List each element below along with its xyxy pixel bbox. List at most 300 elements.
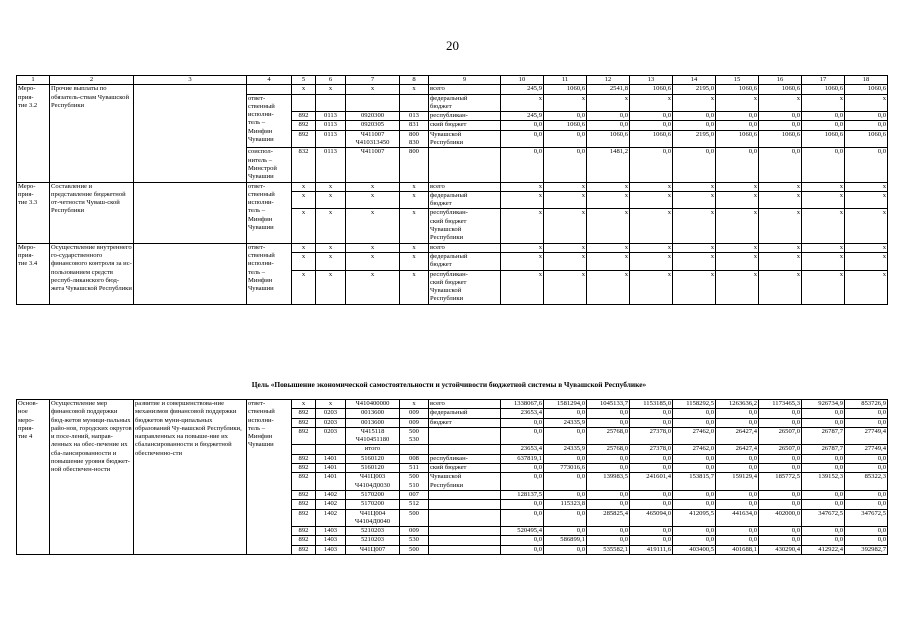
value-cell: 0,0	[716, 418, 759, 427]
code-cell: x	[316, 182, 346, 191]
code-cell: 831	[400, 121, 429, 130]
value-cell: x	[716, 182, 759, 191]
value-cell: 0,0	[587, 409, 630, 418]
funding-source	[429, 536, 501, 545]
value-cell: x	[845, 270, 888, 304]
code-cell: 500	[400, 509, 429, 527]
code-cell: 892	[292, 112, 316, 121]
value-cell: 0,0	[630, 148, 673, 182]
code-cell: 892	[292, 464, 316, 473]
code-cell: 1402	[316, 500, 346, 509]
code-cell: x	[292, 400, 316, 409]
code-cell: 892	[292, 536, 316, 545]
value-cell: 419111,6	[630, 545, 673, 554]
value-cell: 1153185,0	[630, 400, 673, 409]
value-cell: 0,0	[587, 464, 630, 473]
column-number-14: 14	[673, 76, 716, 85]
measure-code: Меро- прия- тие 3.4	[17, 243, 50, 304]
measure-name: Прочие выплаты по обязатель-ствам Чувашской Республики	[50, 85, 134, 182]
value-cell: 0,0	[544, 509, 587, 527]
value-cell: x	[544, 94, 587, 112]
table-row	[17, 400, 888, 409]
value-cell: 0,0	[673, 121, 716, 130]
value-cell: x	[759, 182, 802, 191]
value-cell: x	[587, 182, 630, 191]
code-cell: 1402	[316, 490, 346, 499]
value-cell: 0,0	[716, 464, 759, 473]
value-cell: x	[759, 270, 802, 304]
code-cell: x	[346, 85, 400, 94]
code-cell: 0013600	[346, 418, 400, 427]
value-cell: 1060,6	[759, 130, 802, 148]
value-cell: 0,0	[845, 121, 888, 130]
code-cell: 892	[292, 454, 316, 463]
value-cell: x	[716, 191, 759, 209]
code-cell: x	[400, 252, 429, 270]
value-cell: 0,0	[759, 490, 802, 499]
code-cell: Ч41Ц007	[346, 545, 400, 554]
value-cell: 0,0	[544, 148, 587, 182]
value-cell: 0,0	[630, 454, 673, 463]
funding-source: федеральный бюджет	[429, 94, 501, 112]
value-cell: 0,0	[673, 536, 716, 545]
code-cell: 1403	[316, 536, 346, 545]
value-cell: x	[630, 182, 673, 191]
value-cell: x	[673, 209, 716, 243]
value-cell: 0,0	[716, 409, 759, 418]
responsible-executor: ответ- ственный исполни- тель – Минфин Чувашии	[247, 400, 292, 555]
code-cell: 1401	[316, 473, 346, 491]
code-cell: 800	[400, 148, 429, 182]
value-cell: 0,0	[845, 527, 888, 536]
code-cell: 800 830	[400, 130, 429, 148]
value-cell: 241601,4	[630, 473, 673, 491]
code-cell: 892	[292, 490, 316, 499]
value-cell: 430290,4	[759, 545, 802, 554]
value-cell: 0,0	[587, 121, 630, 130]
value-cell: 0,0	[501, 545, 544, 554]
code-cell: x	[292, 85, 316, 94]
value-cell: 392982,7	[845, 545, 888, 554]
code-cell: 511	[400, 464, 429, 473]
value-cell: 1060,6	[845, 130, 888, 148]
value-cell: x	[587, 209, 630, 243]
code-cell: 1401	[316, 454, 346, 463]
value-cell: 926734,9	[802, 400, 845, 409]
responsible-cell	[247, 85, 292, 94]
column-number-15: 15	[716, 76, 759, 85]
value-cell: 347672,5	[845, 509, 888, 527]
code-cell: 892	[292, 121, 316, 130]
value-cell: 0,0	[845, 490, 888, 499]
value-cell: 159129,4	[716, 473, 759, 491]
funding-source: республикан-	[429, 112, 501, 121]
value-cell: 0,0	[716, 148, 759, 182]
code-cell: 1403	[316, 545, 346, 554]
measures-table-top-body	[17, 76, 888, 305]
value-cell: x	[630, 252, 673, 270]
code-cell: Ч415118 Ч410451180	[346, 427, 400, 445]
value-cell: 0,0	[759, 527, 802, 536]
funding-source: федеральный	[429, 409, 501, 418]
value-cell: x	[587, 243, 630, 252]
page-number: 20	[446, 38, 459, 53]
value-cell: 0,0	[802, 527, 845, 536]
value-cell: x	[630, 94, 673, 112]
value-cell: x	[587, 252, 630, 270]
value-cell: 1060,6	[759, 85, 802, 94]
value-cell: 26787,7	[802, 445, 845, 454]
value-cell: 1060,6	[716, 130, 759, 148]
code-cell: 1401	[316, 464, 346, 473]
code-cell: 512	[400, 500, 429, 509]
code-cell: 0113	[316, 112, 346, 121]
code-cell: x	[346, 209, 400, 243]
value-cell: x	[673, 182, 716, 191]
column-number-16: 16	[759, 76, 802, 85]
code-cell: 0203	[316, 409, 346, 418]
code-cell: x	[400, 243, 429, 252]
value-cell: 0,0	[845, 418, 888, 427]
value-cell: 1481,2	[587, 148, 630, 182]
measure-name: Составление и представление бюджетной от-четности Чуваш-ской Республики	[50, 182, 134, 243]
value-cell: 26427,4	[716, 445, 759, 454]
code-cell	[316, 94, 346, 112]
value-cell: 1060,6	[630, 130, 673, 148]
value-cell: 27749,4	[845, 445, 888, 454]
code-cell: x	[292, 191, 316, 209]
value-cell: 1060,6	[544, 85, 587, 94]
value-cell: x	[630, 270, 673, 304]
value-cell: 1060,6	[716, 85, 759, 94]
value-cell: x	[544, 209, 587, 243]
value-cell: 0,0	[587, 418, 630, 427]
code-cell: 5210203	[346, 536, 400, 545]
code-cell: 0203	[316, 418, 346, 427]
value-cell: x	[587, 191, 630, 209]
code-cell: x	[316, 243, 346, 252]
value-cell: 586899,1	[544, 536, 587, 545]
code-cell: 892	[292, 500, 316, 509]
value-cell: 1581294,0	[544, 400, 587, 409]
column-number-7: 7	[346, 76, 400, 85]
value-cell: 27378,0	[630, 427, 673, 445]
table-row	[17, 85, 888, 94]
value-cell: x	[845, 94, 888, 112]
funding-source: бюджет	[429, 418, 501, 427]
funding-source: всего	[429, 243, 501, 252]
measure-name: Осуществление внутреннего го-сударственного финансового контроля за ис-пользованием средств респуб-ликанского бюд-жета Чувашской Республики	[50, 243, 134, 304]
value-cell: x	[587, 94, 630, 112]
value-cell: 0,0	[759, 121, 802, 130]
value-cell: 1060,6	[802, 130, 845, 148]
value-cell: 520495,4	[501, 527, 544, 536]
value-cell: x	[759, 94, 802, 112]
code-cell: 007	[400, 490, 429, 499]
value-cell: 0,0	[716, 112, 759, 121]
code-cell: Ч41Ц004 Ч4104Д0040	[346, 509, 400, 527]
value-cell: 0,0	[501, 464, 544, 473]
value-cell: x	[501, 209, 544, 243]
code-cell: x	[346, 243, 400, 252]
value-cell: x	[630, 209, 673, 243]
value-cell: 0,0	[845, 148, 888, 182]
measures-table-bottom	[16, 399, 888, 555]
column-number-12: 12	[587, 76, 630, 85]
value-cell: 185772,5	[759, 473, 802, 491]
code-cell: 892	[292, 130, 316, 148]
code-cell: 5170200	[346, 490, 400, 499]
value-cell: 465094,0	[630, 509, 673, 527]
value-cell: x	[587, 270, 630, 304]
code-cell: 009	[400, 418, 429, 427]
code-cell: 500 510	[400, 473, 429, 491]
goal-heading: Цель «Повышение экономической самостоятельности и устойчивости бюджетной системы в Чувашской Республике»	[251, 380, 647, 389]
value-cell: 285825,4	[587, 509, 630, 527]
funding-source	[429, 527, 501, 536]
funding-source: республикан- ский бюджет Чувашской Республики	[429, 209, 501, 243]
value-cell: 2541,8	[587, 85, 630, 94]
code-cell: x	[400, 182, 429, 191]
value-cell: 27378,0	[630, 445, 673, 454]
value-cell: x	[501, 243, 544, 252]
table-row	[17, 243, 888, 252]
value-cell: 0,0	[673, 527, 716, 536]
value-cell: 0,0	[630, 464, 673, 473]
value-cell: 0,0	[501, 509, 544, 527]
column-number-2: 2	[50, 76, 134, 85]
code-cell: x	[292, 209, 316, 243]
value-cell: 0,0	[759, 418, 802, 427]
value-cell: x	[673, 243, 716, 252]
code-cell: 832	[292, 148, 316, 182]
value-cell: x	[845, 243, 888, 252]
value-cell: 0,0	[759, 464, 802, 473]
code-cell: x	[292, 270, 316, 304]
funding-source: всего	[429, 182, 501, 191]
measure-goal	[134, 85, 247, 182]
value-cell: 128137,5	[501, 490, 544, 499]
value-cell: 1060,6	[544, 121, 587, 130]
funding-source: всего	[429, 85, 501, 94]
code-cell: x	[346, 182, 400, 191]
value-cell: 0,0	[501, 500, 544, 509]
value-cell: 27749,4	[845, 427, 888, 445]
value-cell: 401688,1	[716, 545, 759, 554]
code-cell: x	[316, 252, 346, 270]
value-cell: x	[802, 94, 845, 112]
responsible-executor: ответ- ственный исполни- тель – Минфин Чувашии	[247, 243, 292, 304]
code-cell: 009	[400, 409, 429, 418]
value-cell: x	[501, 270, 544, 304]
value-cell: 0,0	[845, 464, 888, 473]
column-number-18: 18	[845, 76, 888, 85]
value-cell: 0,0	[845, 409, 888, 418]
value-cell: 0,0	[845, 536, 888, 545]
value-cell: 0,0	[630, 536, 673, 545]
funding-source: федеральный бюджет	[429, 252, 501, 270]
funding-source	[429, 427, 501, 445]
value-cell: x	[845, 252, 888, 270]
funding-source	[429, 509, 501, 527]
value-cell: 0,0	[544, 427, 587, 445]
value-cell: 1338067,6	[501, 400, 544, 409]
column-number-13: 13	[630, 76, 673, 85]
value-cell: 26507,0	[759, 427, 802, 445]
value-cell: x	[716, 252, 759, 270]
measure-goal: развитие и совершенствова-ние механизмов финансовой поддержки бюджетов муни-ципальных образований Чу-вашской Республики, направленных на повыше-ние их сбалансированности и бюджетной обеспеченно-сти	[134, 400, 247, 555]
value-cell: 1158292,5	[673, 400, 716, 409]
value-cell: x	[673, 270, 716, 304]
value-cell: x	[544, 182, 587, 191]
value-cell: 0,0	[630, 490, 673, 499]
value-cell: 0,0	[673, 490, 716, 499]
measure-name: Осуществление мер финансовой поддержки бюд-жетов муници-пальных райо-нов, городских округов и посе-лений, направ-ленных на обес-печение их сба-лансированности и повышение уровня бюджет-ной обеспечен-ности	[50, 400, 134, 555]
value-cell: 412095,5	[673, 509, 716, 527]
column-number-10: 10	[501, 76, 544, 85]
code-cell: Ч411007	[346, 148, 400, 182]
funding-source: Чувашской Республики	[429, 130, 501, 148]
value-cell: x	[501, 182, 544, 191]
value-cell: x	[544, 191, 587, 209]
value-cell: 0,0	[802, 121, 845, 130]
code-cell: Ч41Ц003 Ч4104Д0030	[346, 473, 400, 491]
value-cell: x	[802, 252, 845, 270]
code-cell: 1403	[316, 527, 346, 536]
value-cell: x	[630, 191, 673, 209]
measure-code: Основ- ное меро- прия- тие 4	[17, 400, 50, 555]
code-cell: Ч410400000	[346, 400, 400, 409]
value-cell: 0,0	[716, 527, 759, 536]
value-cell: 0,0	[544, 409, 587, 418]
value-cell: x	[802, 182, 845, 191]
value-cell: x	[673, 191, 716, 209]
value-cell: 0,0	[716, 536, 759, 545]
funding-source	[429, 148, 501, 182]
value-cell: x	[544, 243, 587, 252]
code-cell: 009	[400, 527, 429, 536]
value-cell: 85322,3	[845, 473, 888, 491]
responsible-executor: ответ- ственный исполни- тель – Минфин Чувашии	[247, 94, 292, 148]
value-cell: 0,0	[673, 112, 716, 121]
code-cell: x	[400, 400, 429, 409]
value-cell: 139983,5	[587, 473, 630, 491]
value-cell: 0,0	[544, 490, 587, 499]
funding-source: всего	[429, 400, 501, 409]
value-cell: 115323,8	[544, 500, 587, 509]
value-cell: x	[501, 252, 544, 270]
value-cell: 0,0	[501, 148, 544, 182]
value-cell: 0,0	[802, 536, 845, 545]
code-cell: 0113	[316, 121, 346, 130]
value-cell: 2195,0	[673, 85, 716, 94]
value-cell: 2195,0	[673, 130, 716, 148]
value-cell: 0,0	[587, 490, 630, 499]
value-cell: 0,0	[587, 112, 630, 121]
value-cell: 0,0	[501, 427, 544, 445]
code-cell	[346, 94, 400, 112]
value-cell: 0,0	[759, 454, 802, 463]
code-cell: x	[316, 270, 346, 304]
code-cell: 1402	[316, 509, 346, 527]
code-cell: 500 530	[400, 427, 429, 445]
funding-source	[429, 490, 501, 499]
value-cell: 0,0	[802, 148, 845, 182]
value-cell: 153815,7	[673, 473, 716, 491]
value-cell: 0,0	[673, 454, 716, 463]
column-number-1: 1	[17, 76, 50, 85]
value-cell: 0,0	[845, 500, 888, 509]
funding-source: федеральный бюджет	[429, 191, 501, 209]
value-cell: 0,0	[587, 536, 630, 545]
value-cell: 403400,5	[673, 545, 716, 554]
column-number-5: 5	[292, 76, 316, 85]
column-number-3: 3	[134, 76, 247, 85]
value-cell: 535582,1	[587, 545, 630, 554]
code-cell: 0113	[316, 148, 346, 182]
value-cell: 0,0	[802, 418, 845, 427]
funding-source	[429, 545, 501, 554]
value-cell: 0,0	[501, 418, 544, 427]
value-cell: 23653,4	[501, 409, 544, 418]
code-cell: 5160120	[346, 464, 400, 473]
value-cell: x	[802, 209, 845, 243]
code-cell: 892	[292, 545, 316, 554]
value-cell: 139152,3	[802, 473, 845, 491]
code-cell: 892	[292, 418, 316, 427]
measures-table-bottom-body	[17, 400, 888, 555]
value-cell: 0,0	[802, 112, 845, 121]
column-number-11: 11	[544, 76, 587, 85]
value-cell: 0,0	[587, 500, 630, 509]
code-cell: 500	[400, 545, 429, 554]
value-cell: 1173465,3	[759, 400, 802, 409]
value-cell: 0,0	[544, 473, 587, 491]
value-cell: x	[630, 243, 673, 252]
value-cell: x	[501, 191, 544, 209]
value-cell: 0,0	[630, 500, 673, 509]
code-cell: x	[316, 400, 346, 409]
value-cell: 0,0	[501, 121, 544, 130]
value-cell: 853726,9	[845, 400, 888, 409]
value-cell: 24335,9	[544, 445, 587, 454]
code-cell: 0203	[316, 427, 346, 445]
value-cell: 27462,0	[673, 445, 716, 454]
table-row	[17, 182, 888, 191]
value-cell: 0,0	[759, 536, 802, 545]
code-cell: Ч411007 Ч410313450	[346, 130, 400, 148]
value-cell: 0,0	[501, 473, 544, 491]
value-cell: 0,0	[544, 527, 587, 536]
measure-code: Меро- прия- тие 3.3	[17, 182, 50, 243]
value-cell: 245,9	[501, 85, 544, 94]
value-cell: 0,0	[802, 454, 845, 463]
code-cell	[400, 94, 429, 112]
value-cell: x	[802, 191, 845, 209]
value-cell: 0,0	[630, 527, 673, 536]
column-number-4: 4	[247, 76, 292, 85]
code-cell: 892	[292, 427, 316, 445]
value-cell: x	[716, 94, 759, 112]
value-cell: 0,0	[673, 464, 716, 473]
value-cell: 0,0	[673, 418, 716, 427]
value-cell: x	[673, 252, 716, 270]
value-cell: 24335,9	[544, 418, 587, 427]
value-cell: 1045133,7	[587, 400, 630, 409]
value-cell: 0,0	[587, 454, 630, 463]
value-cell: 0,0	[716, 500, 759, 509]
value-cell: x	[759, 243, 802, 252]
